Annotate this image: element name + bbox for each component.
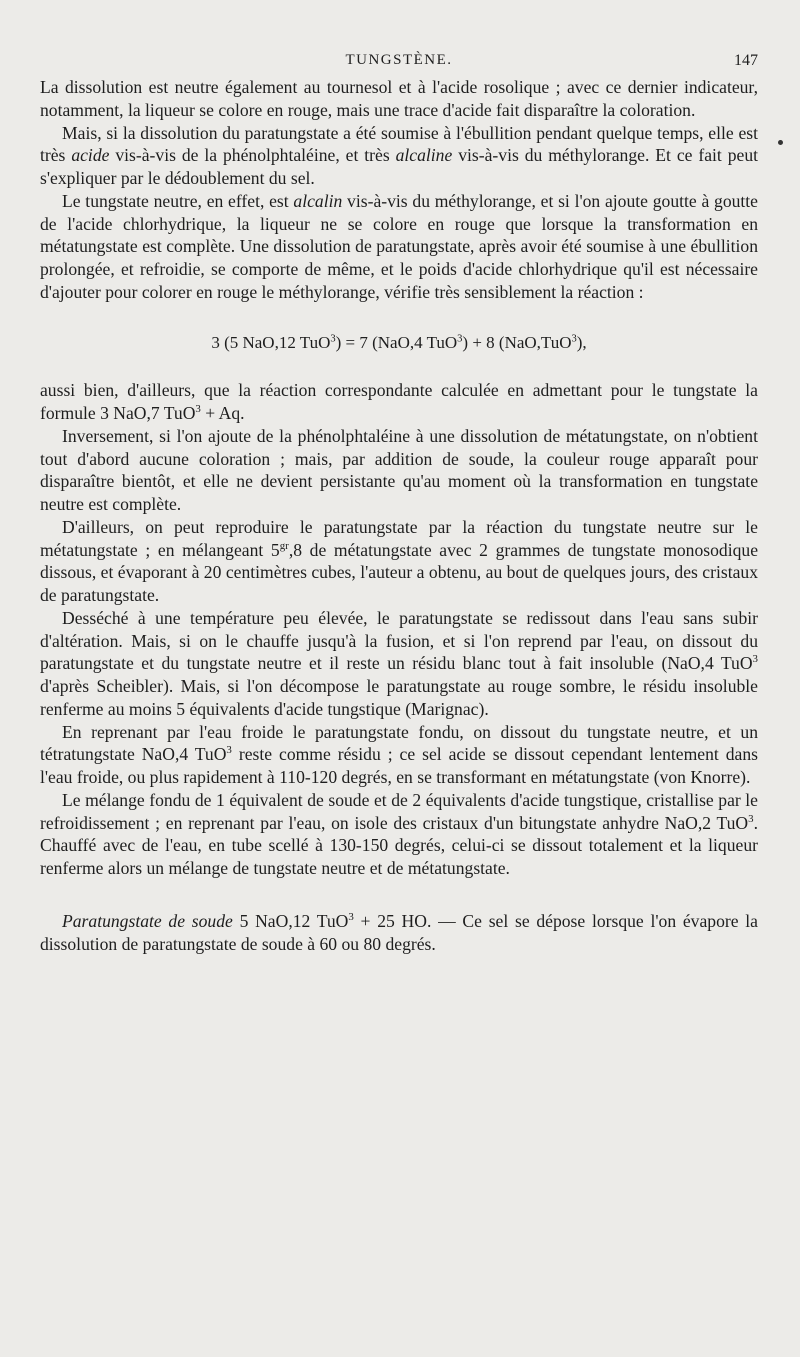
- formula-exponent: 3: [330, 332, 336, 344]
- text-run: 5 NaO,12 TuO: [232, 910, 349, 931]
- text-run: Mais, si la dissolution du paratungstate a été soumise à l'ébullition pendant quelque temps, elle est très: [40, 122, 758, 166]
- margin-mark: [778, 140, 783, 145]
- text-run: d'après Scheibler). Mais, si l'on décompose le paratungstate au rouge sombre, le résidu insoluble renferme au moins 5 équivalents d'acide tungstique (Marignac).: [40, 676, 758, 719]
- paragraph-5: Inversement, si l'on ajoute de la phénolphtaléine à une dissolution de métatungstate, on n'obtient tout d'abord aucune coloration ; mais, par addition de soude, la couleur rouge apparaît pour disparaître bientôt, et elle ne devient persistante qu'au moment où la transformation en tungstate neutre est complète.: [40, 425, 758, 514]
- formula-exponent: 3: [348, 910, 354, 923]
- formula-part: ) = 7 (NaO,4 TuO: [335, 332, 458, 352]
- formula-part: ) + 8 (NaO,TuO: [462, 332, 572, 352]
- text-run: vis-à-vis du méthylorange. Et ce fait peut s'expliquer par le dédoublement du sel.: [40, 145, 759, 188]
- formula-exponent: 3: [571, 332, 577, 344]
- text-run: + 25 HO. — Ce sel se dépose lorsque l'on évapore la dissolution de paratungstate de soude à 60 ou 80 degrés.: [40, 910, 758, 954]
- section-title: Paratungstate de soude: [62, 910, 233, 931]
- paragraph-8: [40, 721, 758, 789]
- text-run: ,8 de métatungstate avec 2 grammes de tungstate monosodique dissous, et évaporant à 20 centimètres cubes, l'auteur a obtenu, au bout de quelques jours, des cristaux de paratungstate.: [40, 539, 758, 605]
- formula-exponent: 3: [748, 812, 754, 825]
- page-header: [40, 52, 758, 76]
- paragraph-3: [40, 190, 758, 304]
- paragraph-6: [40, 516, 758, 607]
- text-run: aussi bien, d'ailleurs, que la réaction correspondante calculée en admettant pour le tungstate la formule 3 NaO,7 TuO: [40, 380, 758, 423]
- text-run: Desséché à une température peu élevée, le paratungstate se redissout dans l'eau sans subir d'altération. Mais, si on le chauffe jusqu'à la fusion, et si l'on reprend par l'eau, on dissout du paratungstate et du tungstate neutre et il reste un résidu blanc tout à fait insoluble (NaO,4 TuO: [40, 607, 758, 674]
- body-text: [40, 76, 758, 955]
- unit-superscript: gr: [279, 539, 289, 552]
- emphasis-alcaline: alcaline: [395, 145, 453, 166]
- emphasis-alcalin: alcalin: [293, 190, 343, 211]
- paragraph-9: [40, 789, 758, 880]
- running-title: TUNGSTÈNE.: [345, 52, 453, 68]
- paragraph-2: [40, 122, 758, 190]
- text-run: reste comme résidu ; ce sel acide se dissout cependant lentement dans l'eau froide, ou plus rapidement à 110-120 degrés, en se transformant en métatungstate (von Knorre).: [40, 744, 758, 787]
- paragraph-10: [40, 910, 758, 956]
- text-run: En reprenant par l'eau froide le paratungstate fondu, on dissout du tungstate neutre, et un tétratungstate NaO,4 TuO: [40, 721, 758, 765]
- page-number: 147: [734, 52, 758, 69]
- text-run: Le tungstate neutre, en effet, est: [62, 190, 294, 211]
- text-run: D'ailleurs, on peut reproduire le paratungstate par la réaction du tungstate neutre sur le métatungstate ; en mélangeant 5: [40, 516, 758, 560]
- text-run: . Chauffé avec de l'eau, en tube scellé à 130-150 degrés, celui-ci se dissout totalement et la liqueur renferme alors un mélange de tungstate neutre et de métatungstate.: [40, 812, 758, 878]
- paragraph-4: [40, 379, 758, 425]
- section-gap: [40, 880, 758, 910]
- paragraph-1: La dissolution est neutre également au tournesol et à l'acide rosolique ; avec ce dernier indicateur, notamment, la liqueur se colore en rouge, mais une trace d'acide fait disparaître la coloration.: [40, 77, 758, 120]
- formula-exponent: 3: [195, 403, 201, 416]
- text-run: vis-à-vis du méthylorange, et si l'on ajoute goutte à goutte de l'acide chlorhydrique, la liqueur ne se colore en rouge que lorsque la transformation en métatungstate est complète. Une dissolution de paratungstate, après avoir été soumise à une ébullition prolongée, et refroidie, se comporte de même, et le poids d'acide chlorhydrique qu'il est nécessaire d'ajouter pour colorer en rouge le méthylorange, vérifie très sensiblement la réaction :: [40, 190, 758, 302]
- formula-exponent: 3: [226, 744, 232, 757]
- emphasis-acide: acide: [71, 145, 110, 166]
- formula-part: 3 (5 NaO,12 TuO: [211, 332, 331, 352]
- paragraph-7: [40, 607, 758, 721]
- text-run: Le mélange fondu de 1 équivalent de soude et de 2 équivalents d'acide tungstique, cristallise par le refroidissement ; en reprenant par l'eau, on isole des cristaux d'un bitungstate anhydre NaO,2 TuO: [40, 789, 758, 833]
- text-run: + Aq.: [200, 403, 245, 423]
- text-run: vis-à-vis de la phénolphtaléine, et très: [109, 145, 396, 166]
- chemical-equation: [40, 332, 758, 355]
- formula-exponent: 3: [752, 653, 758, 666]
- formula-exponent: 3: [457, 332, 463, 344]
- formula-part: ),: [576, 332, 587, 352]
